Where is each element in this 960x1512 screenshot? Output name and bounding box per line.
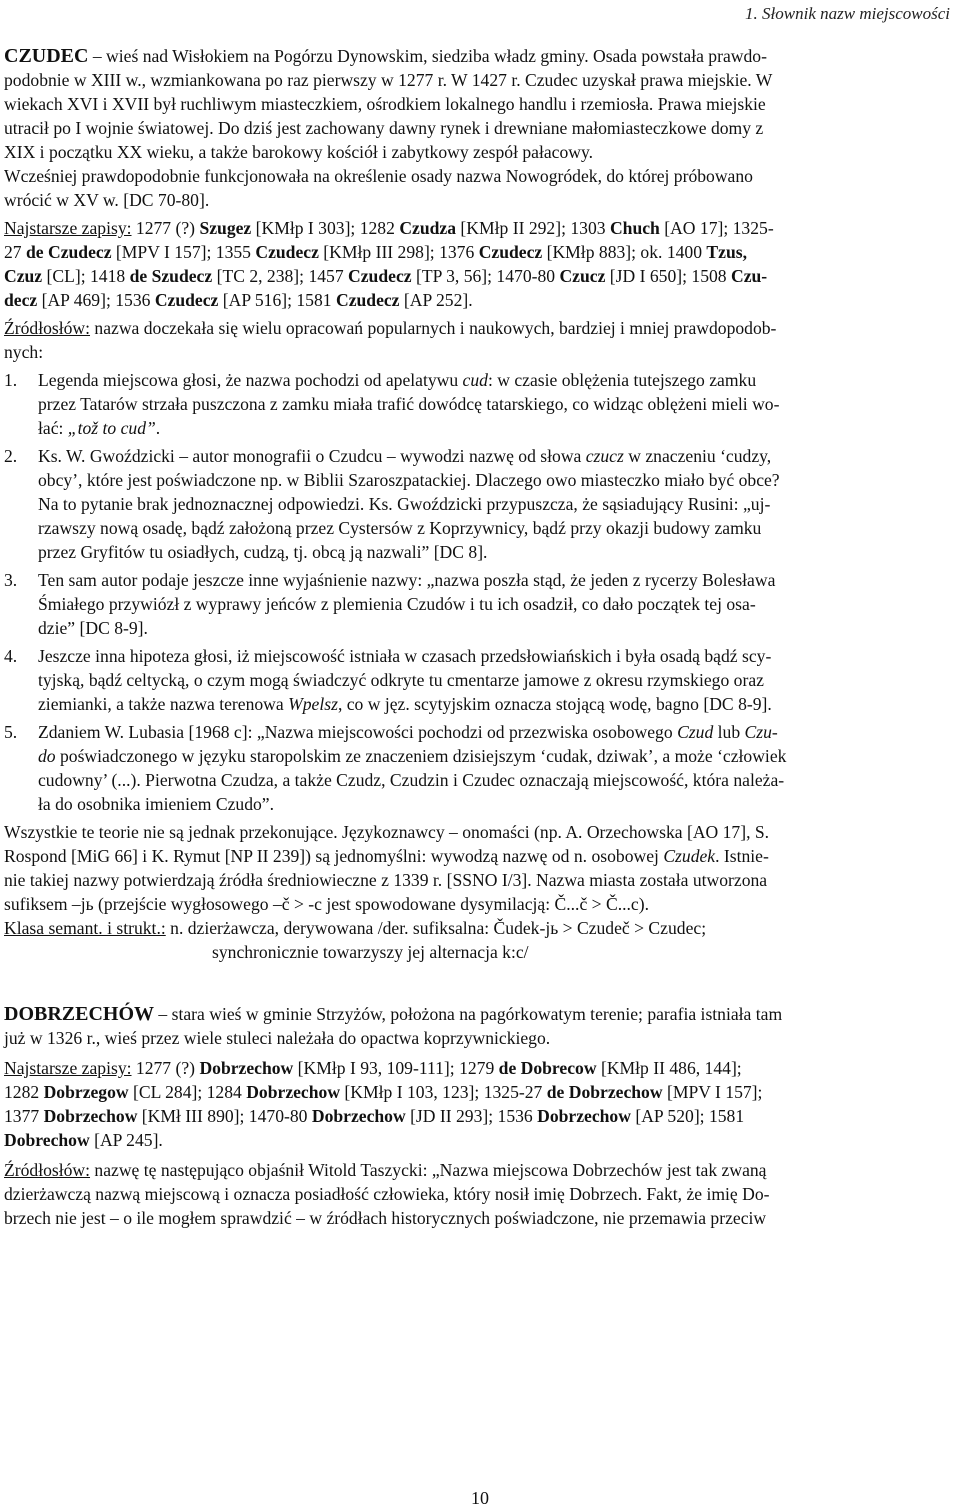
item-line: ła do osobnika imieniem Czudo”. [38, 794, 275, 814]
classification-line: synchronicznie towarzyszy jej alternacja k:c/ [212, 942, 529, 962]
etymology-line: nych: [4, 342, 44, 362]
records-line: Czuz [CL]; 1418 de Szudecz [TC 2, 238]; 1457 Czudecz [TP 3, 56]; 1470-80 Czucz [JD I 650]; 1508 Czu- [4, 266, 768, 286]
etymology-label: Źródłosłów: [4, 318, 91, 338]
running-header: 1. Słownik nazw miejscowości [745, 4, 950, 23]
entry-line: wiekach XVI i XVII był ruchliwym miasteczkiem, ośrodkiem lokalnego handlu i rzemiosła. Prawa miejskie [4, 94, 766, 114]
classification-label: Klasa semant. i strukt.: [4, 918, 166, 938]
item-line: Jeszcze inna hipoteza głosi, iż miejscowość istniała w czasach przedsłowiańskich i była osadą bądź scy- [38, 646, 772, 666]
entry-line: CZUDEC – wieś nad Wisłokiem na Pogórzu Dynowskim, siedziba władz gminy. Osada powstała prawdo- [4, 45, 767, 67]
summary-line: Wszystkie te teorie nie są jednak przekonujące. Językoznawcy – onomaści (np. A. Orzechowska [AO 17], S. [4, 822, 770, 842]
etymology-line: brzech nie jest – o ile mogłem sprawdzić – w źródłach historycznych poświadczone, nie przemawia przeciw [4, 1208, 767, 1228]
item-line: Ten sam autor podaje jeszcze inne wyjaśnienie nazwy: „nazwa poszła stąd, że jeden z rycerzy Bolesława [38, 570, 776, 590]
item-number: 1. [4, 370, 18, 390]
item-line: cudowny’ (...). Pierwotna Czudza, a także Czudz, Czudzin i Czudec oznaczają miejscowość, która należa- [38, 770, 785, 790]
records-line: decz [AP 469]; 1536 Czudecz [AP 516]; 1581 Czudecz [AP 252]. [4, 290, 473, 310]
entry-term: CZUDEC [4, 45, 89, 67]
item-number: 5. [4, 722, 18, 742]
records-label: Najstarsze zapisy: [4, 218, 132, 238]
entry-line: podobnie w XIII w., wzmiankowana po raz pierwszy w 1277 r. W 1427 r. Czudec uzyskał prawa miejskie. W [4, 70, 773, 90]
entry-line: utracił po I wojnie światowej. Do dziś jest zachowany dawny rynek i drewniane małomiasteczkowe domy z [4, 118, 764, 138]
item-line: Legenda miejscowa głosi, że nazwa pochodzi od apelatywu cud: w czasie oblężenia tutejszego zamku [38, 370, 757, 390]
item-line: Zdaniem W. Lubasia [1968 c]: „Nazwa miejscowości pochodzi od przezwiska osobowego Czud lub Czu- [38, 722, 778, 742]
etymology-label: Źródłosłów: [4, 1160, 91, 1180]
entry-line: już w 1326 r., wieś przez wiele stuleci należała do opactwa koprzywnickiego. [4, 1028, 551, 1048]
item-line: przez Gryfitów tu osiadłych, cudzą, tj. obcą ją nazwali” [DC 8]. [38, 542, 488, 562]
records-line: Dobrechow [AP 245]. [4, 1130, 163, 1150]
records-line: 27 de Czudecz [MPV I 157]; 1355 Czudecz [KMłp III 298]; 1376 Czudecz [KMłp 883]; ok. 1400 Tzus, [4, 242, 747, 262]
entry-line: DOBRZECHÓW – stara wieś w gminie Strzyżów, położona na pagórkowatym terenie; parafia istniała tam [4, 1003, 783, 1025]
records-line: Najstarsze zapisy: 1277 (?) Szugez [KMłp I 303]; 1282 Czudza [KMłp II 292]; 1303 Chuch [AO 17]; 1325- [4, 218, 774, 238]
summary-line: Rospond [MiG 66] i K. Rymut [NP II 239]) są jednomyślni: wywodzą nazwę od n. osobowej Czudek. Istnie- [4, 846, 769, 866]
etymology-line: Źródłosłów: nazwa doczekała się wielu opracowań popularnych i naukowych, bardziej i mniej prawdopodob- [4, 318, 777, 338]
entry-line: XIX i początku XX wieku, a także barokowy kościół i zabytkowy zespół pałacowy. [4, 142, 594, 162]
item-line: do poświadczonego w języku staropolskim ze znaczeniem dzisiejszym ‘cudak, dziwak’, a może ‘człowiek [38, 746, 787, 766]
item-line: Ks. W. Gwoździcki – autor monografii o Czudcu – wywodzi nazwę od słowa czucz w znaczeniu ‘cudzy, [38, 446, 772, 466]
etymology-line: Źródłosłów: nazwę tę następująco objaśnił Witold Taszycki: „Nazwa miejscowa Dobrzechów jest tak zwaną [4, 1160, 767, 1180]
records-line: 1377 Dobrzechow [KMł III 890]; 1470-80 Dobrzechow [JD II 293]; 1536 Dobrzechow [AP 520]; 1581 [4, 1106, 745, 1126]
item-number: 2. [4, 446, 18, 466]
page-number: 10 [471, 1488, 489, 1508]
item-line: Na to pytanie brak jednoznacznej odpowiedzi. Ks. Gwoździcki przypuszcza, że sąsiadujący Rusini: „uj- [38, 494, 771, 514]
item-line: przez Tatarów strzała puszczona z zamku miała trafić dowódcę tatarskiego, co widząc oblężeni mieli wo- [38, 394, 780, 414]
records-line: 1282 Dobrzegow [CL 284]; 1284 Dobrzechow [KMłp I 103, 123]; 1325-27 de Dobrzechow [MPV I 157]; [4, 1082, 763, 1102]
item-line: rzawszy nową osadę, bądź założoną przez Cystersów z Koprzywnicy, bądź przy okazji budowy zamku [38, 518, 762, 538]
etymology-line: dzierżawczą nazwą miejscową i oznacza posiadłość człowieka, który nosił imię Dobrzech. Fakt, że imię Do- [4, 1184, 770, 1204]
item-line: dzie” [DC 8-9]. [38, 618, 148, 638]
item-line: ziemianki, a także nazwa terenowa Wpelsz, co w jęz. scytyjskim oznacza stojącą wodę, bagno [DC 8-9]. [38, 694, 772, 714]
item-number: 4. [4, 646, 18, 666]
item-line: tyjską, bądź celtycką, o czym mogą świadczyć odkryte tu cmentarze jamowe z okresu rzymskiego oraz [38, 670, 764, 690]
classification-line: Klasa semant. i strukt.: n. dzierżawcza, derywowana /der. sufiksalna: Čudek-jь > Czudeč > Czudec; [4, 918, 707, 938]
records-label: Najstarsze zapisy: [4, 1058, 132, 1078]
entry-line: Wcześniej prawdopodobnie funkcjonowała na określenie osady nazwa Nowogródek, do której próbowano [4, 166, 753, 186]
summary-line: nie takiej nazwy potwierdzają źródła średniowieczne z 1339 r. [SSNO I/3]. Nazwa miasta została utworzona [4, 870, 768, 890]
records-line: Najstarsze zapisy: 1277 (?) Dobrzechow [KMłp I 93, 109-111]; 1279 de Dobrecow [KMłp II 486, 144]; [4, 1058, 742, 1078]
item-line: Śmiałego przywiózł z wyprawy jeńców z plemienia Czudów i tu ich osadził, co dało początek tej osa- [38, 594, 756, 614]
item-number: 3. [4, 570, 18, 590]
entry-line: wrócić w XV w. [DC 70-80]. [4, 190, 210, 210]
item-line: obcy’, które jest poświadczone np. w Biblii Szaroszpatackiej. Dlaczego owo miasteczko miało być obce? [38, 470, 780, 490]
summary-line: sufiksem –jь (przejście wygłosowego –č > -c jest spowodowane dysymilacją: Č...č > Č...c). [4, 894, 649, 914]
entry-term: DOBRZECHÓW [4, 1003, 155, 1025]
item-line: łać: „tož to cud”. [38, 418, 161, 438]
